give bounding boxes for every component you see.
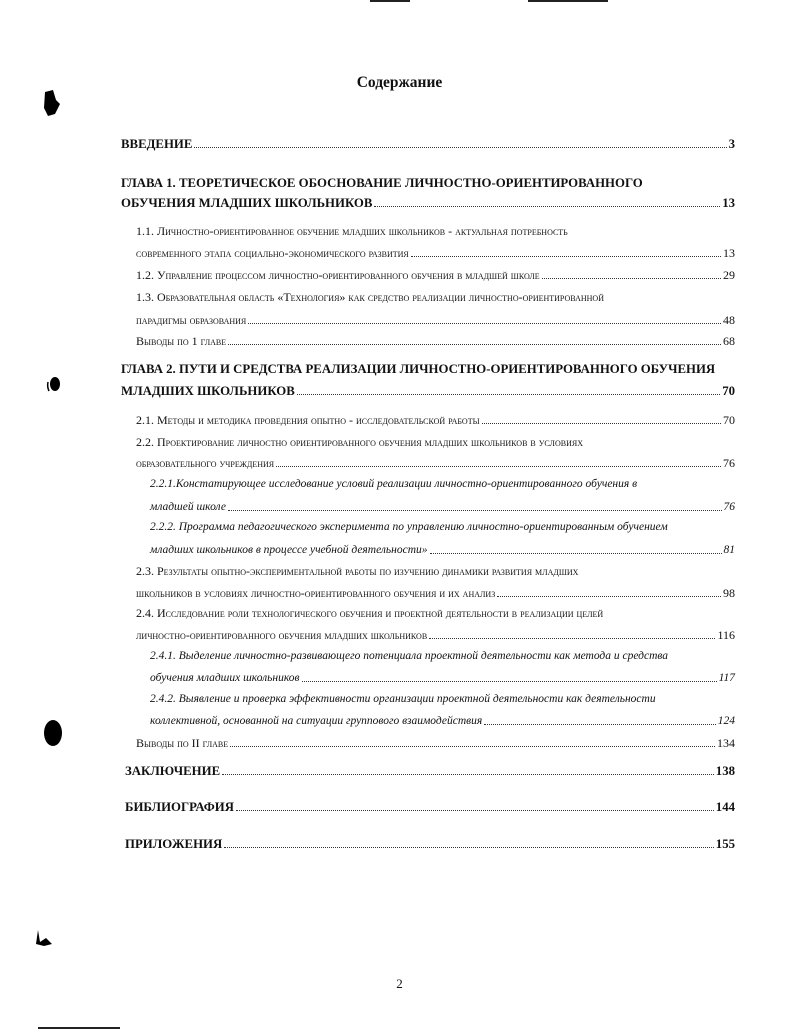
hole-punch-mark	[36, 930, 52, 946]
toc-page-number: 76	[723, 456, 735, 470]
toc-page-number: 155	[715, 837, 735, 851]
toc-page-number: 68	[723, 334, 735, 348]
toc-entry-label: младшей школе	[150, 501, 226, 513]
toc-entry-label: ОБУЧЕНИЯ МЛАДШИХ ШКОЛЬНИКОВ	[121, 196, 373, 210]
toc-entry-label: ВВЕДЕНИЕ	[121, 137, 193, 151]
toc-entry-label: современного этапа социально-экономического развития	[136, 246, 409, 260]
toc-page-number: 134	[717, 736, 735, 750]
toc-entry-label: школьников в условиях личностно-ориентированного обучения и их анализ	[136, 586, 496, 600]
toc-entry-label: образовательного учреждения	[136, 456, 275, 470]
toc-entry-label: коллективной, основанной на ситуации группового взаимодействия	[150, 715, 483, 727]
toc-section-2-4-line1[interactable]: 2.4. Исследование роли технологического обучения и проектной деятельности в реализации целей	[136, 606, 604, 620]
page-number: 2	[396, 976, 403, 991]
hole-punch-mark	[44, 90, 60, 116]
toc-page-number: 13	[722, 196, 735, 210]
toc-section-1-3-line1[interactable]: 1.3. Образовательная область «Технология» как средство реализации личностно-ориентированной	[136, 290, 604, 304]
toc-section-1-1-line1[interactable]: 1.1. Личностно-ориентированное обучение младших школьников - актуальная потребность	[136, 224, 568, 238]
toc-entry-label: ЗАКЛЮЧЕНИЕ	[125, 764, 221, 778]
toc-entry-label: личностно-ориентированного обучения младших школьников	[136, 628, 428, 642]
toc-entry-label: Выводы по 1 главе	[136, 334, 227, 348]
toc-subsection-2-2-2-line1[interactable]: 2.2.2. Программа педагогического эксперимента по управлению личностно-ориентированным обучением	[150, 521, 668, 533]
toc-page-number: 29	[723, 268, 735, 282]
toc-page-number: 48	[723, 313, 735, 327]
toc-page-number: 124	[717, 715, 735, 727]
toc-page-number: 116	[717, 628, 735, 642]
toc-page-number: 98	[723, 586, 735, 600]
hole-punch-mark	[50, 377, 60, 391]
toc-subsection-2-4-2-line1[interactable]: 2.4.2. Выявление и проверка эффективности организации проектной деятельности как деятельности	[150, 693, 656, 705]
toc-page-number: 13	[723, 246, 735, 260]
toc-entry-label: МЛАДШИХ ШКОЛЬНИКОВ	[121, 384, 295, 398]
toc-entry-label: младших школьников в процессе учебной деятельности»	[150, 544, 428, 556]
toc-chapter1-line1[interactable]: ГЛАВА 1. ТЕОРЕТИЧЕСКОЕ ОБОСНОВАНИЕ ЛИЧНОСТНО-ОРИЕНТИРОВАННОГО	[121, 176, 643, 190]
toc-subsection-2-4-1-line1[interactable]: 2.4.1. Выделение личностно-развивающего потенциала проектной деятельности как метода и средства	[150, 650, 669, 662]
toc-page-number: 117	[718, 672, 735, 684]
toc-page-number: 144	[715, 800, 735, 814]
toc-entry-label: 2.1. Методы и методика проведения опытно - исследовательской работы	[136, 413, 480, 427]
toc-entry-label: Выводы по II главе	[136, 736, 229, 750]
toc-chapter2-line1[interactable]: ГЛАВА 2. ПУТИ И СРЕДСТВА РЕАЛИЗАЦИИ ЛИЧНОСТНО-ОРИЕНТИРОВАННОГО ОБУЧЕНИЯ	[121, 362, 716, 376]
toc-page-number: 138	[715, 764, 735, 778]
toc-page-number: 3	[728, 137, 735, 151]
hole-punch-mark	[44, 720, 62, 746]
toc-subsection-2-2-1-line1[interactable]: 2.2.1.Констатирующее исследование условий реализации личностно-ориентированного обучения в	[150, 478, 638, 490]
toc-page-number: 70	[723, 413, 735, 427]
toc-page-number: 70	[722, 384, 735, 398]
toc-entry-label: 1.2. Управление процессом личностно-ориентированного обучения в младшей школе	[136, 268, 540, 282]
toc-section-2-3-line1[interactable]: 2.3. Результаты опытно-экспериментальной работы по изучению динамики развития младших	[136, 564, 579, 578]
toc-entry-label: парадигмы образования	[136, 313, 247, 327]
toc-entry-label: обучения младших школьников	[150, 672, 300, 684]
toc-entry-label: БИБЛИОГРАФИЯ	[125, 800, 234, 814]
toc-section-2-2-line1[interactable]: 2.2. Проектирование личностно ориентированного обучения младших школьников в условиях	[136, 435, 583, 449]
toc-page-number: 76	[723, 501, 735, 513]
toc-entry-label: ПРИЛОЖЕНИЯ	[125, 837, 223, 851]
page-title: Содержание	[356, 74, 443, 91]
toc-page-number: 81	[723, 544, 735, 556]
